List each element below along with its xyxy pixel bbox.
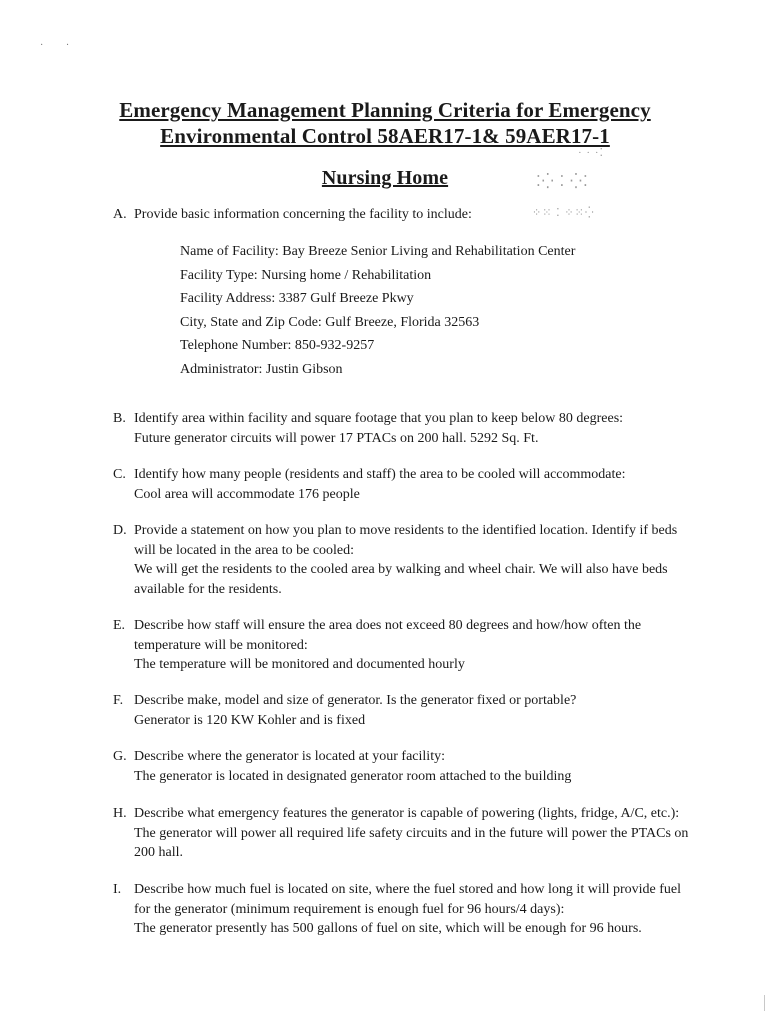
section-question: Describe how staff will ensure the area does not exceed 80 degrees and how/how often the temperature will be monitored: (134, 618, 642, 653)
section-letter: G. (113, 749, 127, 764)
document-subtitle: Nursing Home (321, 167, 449, 189)
section-answer: The generator presently has 500 gallons of fuel on site, which will be enough for 96 hours. (134, 921, 642, 936)
document-title-line-2: Environmental Control 58AER17-1& 59AER17-1 (160, 124, 610, 148)
section-letter: E. (113, 618, 126, 633)
section-question: Provide a statement on how you plan to move residents to the identified location. Identify if beds will be located in the area to be cooled: (134, 523, 678, 558)
scan-edge (764, 995, 765, 1011)
section-e (113, 616, 693, 675)
stamp-mark: ⁘⁙ ⁚ ⁘⁙⁛ (532, 207, 595, 219)
section-question: Describe where the generator is located at your facility: (134, 749, 445, 764)
section-question: Provide basic information concerning the facility to include: (134, 207, 472, 222)
section-letter: B. (113, 411, 126, 426)
facility-type: Facility Type: Nursing home / Rehabilitation (180, 267, 432, 283)
section-answer: The generator will power all required life safety circuits and in the future will power the PTACs on 200 hall. (134, 825, 689, 860)
stamp-mark: · · ·⁚ (578, 147, 604, 159)
section-answer: Cool area will accommodate 176 people (134, 486, 360, 502)
section-h (113, 804, 693, 863)
section-question: Describe how much fuel is located on site, where the fuel stored and how long it will provide fuel for the generator (minimum requirement is enough fuel for 96 hours/4 days): (134, 882, 682, 917)
section-letter: D. (113, 523, 127, 538)
section-question: Identify how many people (residents and staff) the area to be cooled will accommodate: (134, 467, 626, 482)
section-letter: C. (113, 467, 126, 482)
section-a (113, 205, 693, 225)
section-d (113, 521, 693, 599)
section-f (113, 691, 693, 730)
facility-city: City, State and Zip Code: Gulf Breeze, Florida 32563 (180, 314, 480, 330)
document-title: Emergency Management Planning Criteria for Emergency (119, 98, 651, 122)
stamp-mark: ⁚⁛ ⁚ ⁛⁚ (536, 174, 589, 190)
section-answer: Future generator circuits will power 17 PTACs on 200 hall. 5292 Sq. Ft. (134, 430, 539, 446)
section-question: Describe what emergency features the generator is capable of powering (lights, fridge, A/C, etc.): (134, 806, 680, 821)
section-answer: The temperature will be monitored and documented hourly (134, 657, 465, 672)
section-i (113, 880, 693, 939)
section-b (113, 409, 693, 448)
section-answer: Generator is 120 KW Kohler and is fixed (134, 712, 366, 728)
section-letter: H. (113, 806, 127, 821)
facility-administrator: Administrator: Justin Gibson (180, 361, 343, 377)
section-letter: A. (113, 207, 127, 222)
scan-speck: · · (40, 40, 70, 51)
section-letter: F. (113, 693, 124, 708)
section-letter: I. (113, 882, 122, 897)
facility-info (180, 242, 575, 383)
facility-name: Name of Facility: Bay Breeze Senior Living and Rehabilitation Center (180, 244, 576, 259)
facility-address: Facility Address: 3387 Gulf Breeze Pkwy (180, 291, 414, 306)
section-answer: The generator is located in designated generator room attached to the building (134, 768, 572, 784)
facility-phone: Telephone Number: 850-932-9257 (180, 338, 375, 353)
section-question: Identify area within facility and square footage that you plan to keep below 80 degrees: (134, 411, 624, 426)
section-c (113, 465, 693, 504)
section-question: Describe make, model and size of generator. Is the generator fixed or portable? (134, 693, 577, 708)
section-g (113, 747, 693, 786)
section-answer: We will get the residents to the cooled area by walking and wheel chair. We will also have beds available for the residents. (134, 562, 668, 597)
